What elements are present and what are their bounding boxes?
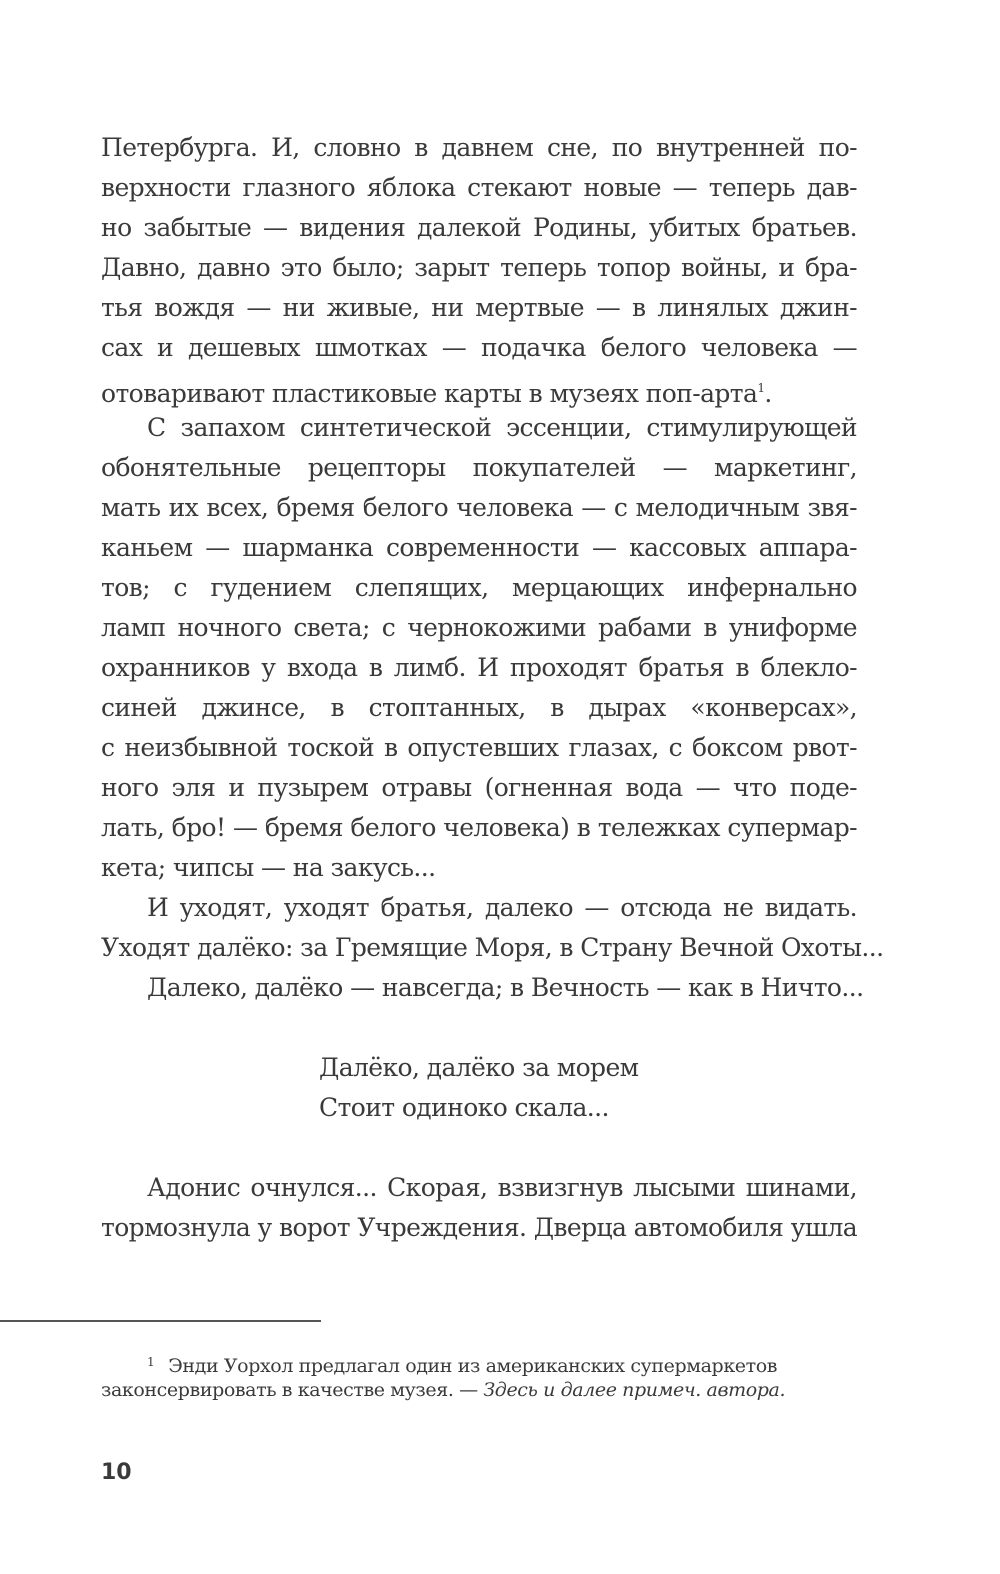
footnote-italic-note: Здесь и далее примеч. автора. xyxy=(483,1379,786,1401)
text-line: тья вождя — ни живые, ни мертвые — в линялых джин- xyxy=(101,293,857,322)
verse-line: Стоит одиноко скала... xyxy=(319,1093,609,1122)
text-line: обонятельные рецепторы покупателей — маркетинг, xyxy=(101,453,857,482)
paragraph-first-line: И уходят, уходят братья, далеко — отсюда не видать. xyxy=(147,893,857,922)
paragraph-first-line: Далеко, далёко — навсегда; в Вечность — как в Ничто... xyxy=(147,973,864,1002)
text-line: каньем — шарманка современности — кассовых аппара- xyxy=(101,533,857,562)
paragraph-first-line: Адонис очнулся... Скорая, взвизгнув лысыми шинами, xyxy=(147,1173,857,1202)
text-line: кета; чипсы — на закусь... xyxy=(101,853,436,882)
text-line: Петербурга. И, словно в давнем сне, по внутренней по- xyxy=(101,133,857,162)
text-line: отоваривают пластиковые карты в музеях поп-арта$^1$. xyxy=(101,379,772,408)
text-line: но забытые — видения далекой Родины, убитых братьев. xyxy=(101,213,857,242)
text-line: ного эля и пузырем отравы (огненная вода — что поде- xyxy=(101,773,857,802)
text-line-content: отоваривают пластиковые карты в музеях поп-арта xyxy=(101,379,758,408)
text-line: охранников у входа в лимб. И проходят братья в блекло- xyxy=(101,653,857,682)
text-line: тормознула у ворот Учреждения. Дверца автомобиля ушла xyxy=(101,1213,858,1242)
footnote-divider xyxy=(0,1320,321,1322)
footnote-number: 1 xyxy=(147,1355,155,1369)
page-number: 10 xyxy=(101,1460,132,1485)
text-line: верхности глазного яблока стекают новые — теперь дав- xyxy=(101,173,857,202)
footnote-text: Энди Уорхол предлагал один из американских супермаркетов xyxy=(168,1355,778,1377)
text-line: лать, бро! — бремя белого человека) в тележках супермар- xyxy=(101,813,857,842)
text-line: синей джинсе, в стоптанных, в дырах «конверсах», xyxy=(101,693,857,722)
text-line: Уходят далёко: за Гремящие Моря, в Страну Вечной Охоты... xyxy=(101,933,884,962)
text-line: с неизбывной тоской в опустевших глазах, с боксом рвот- xyxy=(101,733,857,762)
footnote-continued xyxy=(101,1376,857,1404)
text-line: Давно, давно это было; зарыт теперь топор войны, и бра- xyxy=(101,253,857,282)
text-line: тов; с гудением слепящих, мерцающих инфернально xyxy=(101,573,857,602)
text-line: сах и дешевых шмотках — подачка белого человека — xyxy=(101,333,857,362)
paragraph-first-line: С запахом синтетической эссенции, стимулирующей xyxy=(147,413,857,442)
footnote-text: законсервировать в качестве музея. — xyxy=(101,1379,484,1401)
text-line: мать их всех, бремя белого человека — с мелодичным звя- xyxy=(101,493,857,522)
verse-line: Далёко, далёко за морем xyxy=(319,1053,639,1082)
text-line: ламп ночного света; с чернокожими рабами в униформе xyxy=(101,613,857,642)
footnote-reference[interactable]: 1 xyxy=(757,381,765,395)
